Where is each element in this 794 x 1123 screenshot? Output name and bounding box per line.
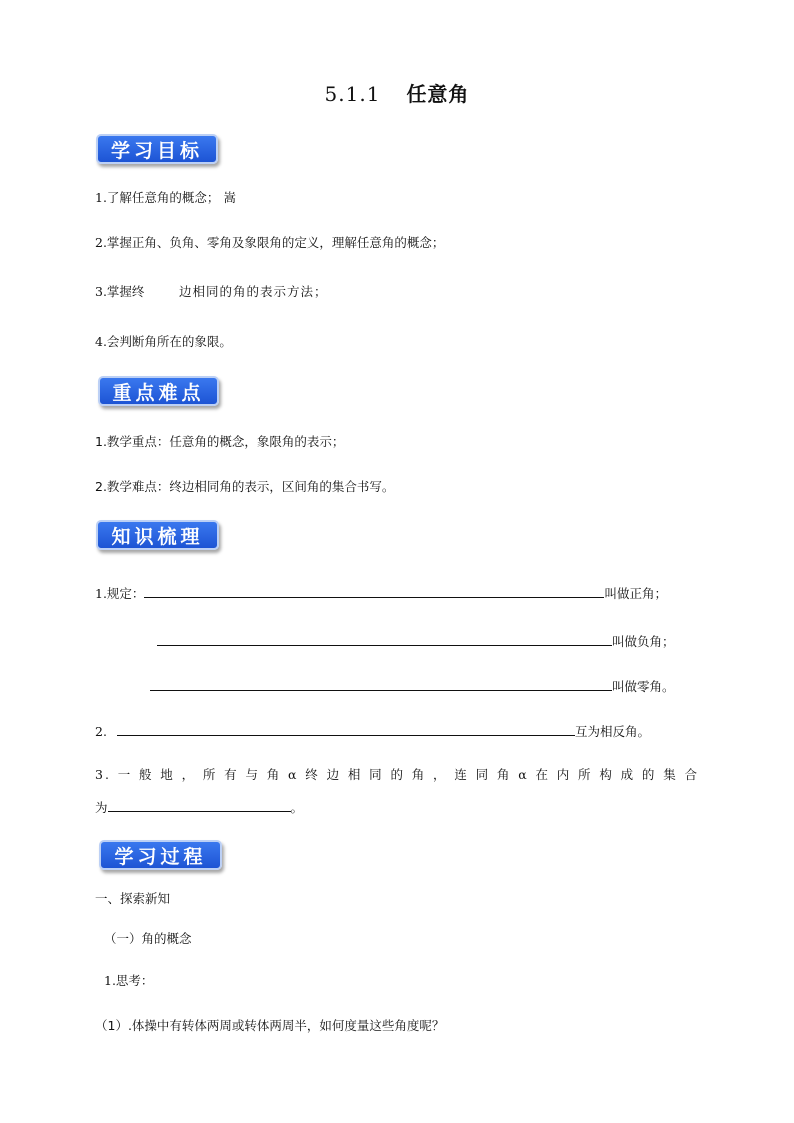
keypoint-item-2: 2.教学难点：终边相同角的表示，区间角的集合书写。: [95, 479, 395, 494]
knowledge-item-1-zero: 叫做零角。: [150, 676, 675, 696]
keypoint-item-1: 1.教学重点：任意角的概念，象限角的表示；: [95, 434, 345, 449]
section-badge-goals: 学习目标: [96, 134, 218, 164]
process-think: 1.思考：: [104, 973, 154, 988]
goal-item-3b: 边相同的角的表示方法；: [179, 284, 328, 299]
process-sub-1: （一）角的概念: [104, 931, 192, 946]
process-part-1: 一、探索新知: [95, 891, 171, 906]
stray-glyph: 嵩: [223, 190, 236, 205]
process-question-1: （1）.体操中有转体两周或转体两周半，如何度量这些角度呢？: [95, 1018, 445, 1033]
goal-item-4: 4.会判断角所在的象限。: [95, 334, 232, 349]
blank-positive[interactable]: [144, 583, 604, 598]
blank-set[interactable]: [108, 797, 291, 812]
title-number: 5.1.1: [324, 82, 381, 106]
title-name: 任意角: [406, 82, 470, 106]
knowledge-item-1-negative: 叫做负角；: [157, 631, 675, 651]
knowledge-item-3-line1: 3.一般地，所有与角α终边相同的角，连同角α在内所构成的集合: [95, 767, 699, 782]
section-badge-process: 学习过程: [99, 840, 222, 870]
goal-item-3a: 3.掌握终: [95, 284, 145, 299]
knowledge-item-1-positive: 1.规定： 叫做正角；: [95, 583, 667, 603]
page-title: [0, 78, 794, 107]
section-badge-knowledge: 知识梳理: [96, 520, 219, 550]
blank-zero[interactable]: [150, 676, 612, 691]
goal-item-2: 2.掌握正角、负角、零角及象限角的定义，理解任意角的概念；: [95, 235, 445, 250]
blank-negative[interactable]: [157, 631, 612, 646]
blank-opposite[interactable]: [117, 721, 575, 736]
knowledge-item-2: 2. 互为相反角。: [95, 721, 650, 741]
goal-item-1: 1.了解任意角的概念； 嵩: [95, 190, 236, 205]
section-badge-keypoints: 重点难点: [98, 376, 219, 406]
knowledge-item-3-line2: 为 。: [95, 797, 303, 817]
